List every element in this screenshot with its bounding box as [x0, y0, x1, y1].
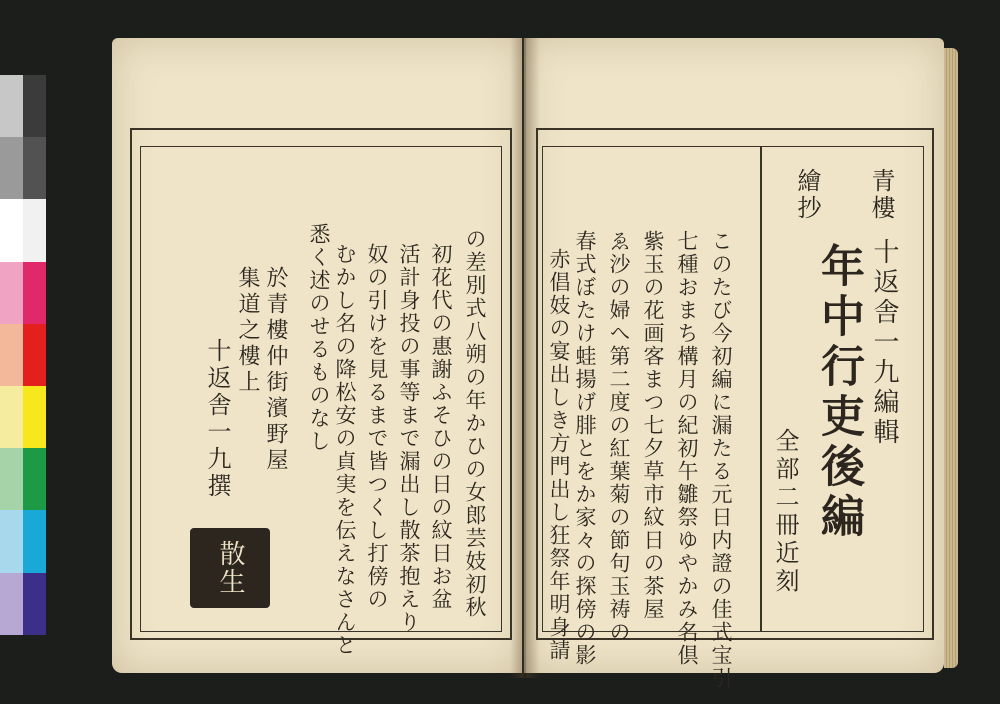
color-swatch — [23, 510, 46, 572]
right-body-column-4: ゑ沙の婦へ第二度の紅葉菊の節句玉祷の — [607, 230, 631, 644]
swatch-row — [0, 199, 46, 261]
swatch-row — [0, 386, 46, 448]
color-swatch — [0, 448, 23, 510]
swatch-row — [0, 448, 46, 510]
author-line: 十返舎一九編輯 — [869, 238, 899, 448]
swatch-row — [0, 137, 46, 199]
page-title: 年中行吏後編 — [813, 243, 864, 543]
seal-text: 散生 — [215, 540, 245, 596]
right-body-column-5: 春式ぼたけ蛙揚げ腓とをか家々の探傍の影 — [573, 230, 597, 667]
right-body-column-3: 紫玉の花画客まつ七夕草市紋日の茶屋 — [641, 230, 665, 621]
color-swatch — [23, 199, 46, 261]
volume-note: 全部二冊近刻 — [771, 428, 799, 596]
color-swatch — [23, 386, 46, 448]
title-divider — [760, 146, 762, 632]
title-prefix-top: 青樓 — [867, 168, 895, 222]
open-book — [112, 38, 957, 688]
color-swatch — [0, 137, 23, 199]
page-edges — [944, 48, 958, 668]
color-swatch — [0, 510, 23, 572]
author-seal — [190, 528, 270, 608]
left-body-column-6: 悉く述のせるものなし — [307, 223, 331, 453]
color-swatch — [23, 573, 46, 635]
color-swatch — [0, 324, 23, 386]
color-swatch — [23, 75, 46, 137]
color-swatch — [0, 262, 23, 324]
swatch-row — [0, 510, 46, 572]
left-body-column-1: の差別式八朔の年かひの女郎芸妓初秋 — [463, 228, 487, 619]
left-body-column-2: 初花代の惠謝ふそひの日の紋日お盆 — [429, 243, 453, 611]
color-swatch — [23, 137, 46, 199]
color-swatch — [0, 199, 23, 261]
color-swatch — [0, 75, 23, 137]
color-calibration-target — [0, 75, 46, 635]
color-swatch — [23, 324, 46, 386]
swatch-row — [0, 324, 46, 386]
left-body-column-4: 奴の引けを見るまで皆つくし打傍の — [365, 243, 389, 611]
swatch-row — [0, 75, 46, 137]
swatch-row — [0, 262, 46, 324]
swatch-row — [0, 573, 46, 635]
title-prefix-bottom: 繪抄 — [793, 168, 821, 222]
right-body-column-6: 赤倡妓の宴出しき方門出し狂祭年明身請 — [547, 248, 571, 662]
publisher-line-2: 集道之樓上 — [235, 266, 260, 396]
left-body-column-3: 活計身投の事等まで漏出し散茶抱えり — [397, 243, 421, 634]
author-signature: 十返舎一九撰 — [203, 338, 231, 500]
color-swatch — [0, 573, 23, 635]
color-swatch — [23, 262, 46, 324]
left-body-column-5: むかし名の降松安の貞実を伝えなさんと — [333, 243, 357, 657]
publisher-line-1: 於青樓仲街濱野屋 — [263, 266, 288, 474]
color-swatch — [0, 386, 23, 448]
right-body-column-1: このたび今初編に漏たる元日内證の佳式宝引 — [709, 230, 733, 690]
right-body-column-2: 七種おまち構月の紀初午雛祭ゆやかみ名倶 — [675, 230, 699, 667]
color-swatch — [23, 448, 46, 510]
